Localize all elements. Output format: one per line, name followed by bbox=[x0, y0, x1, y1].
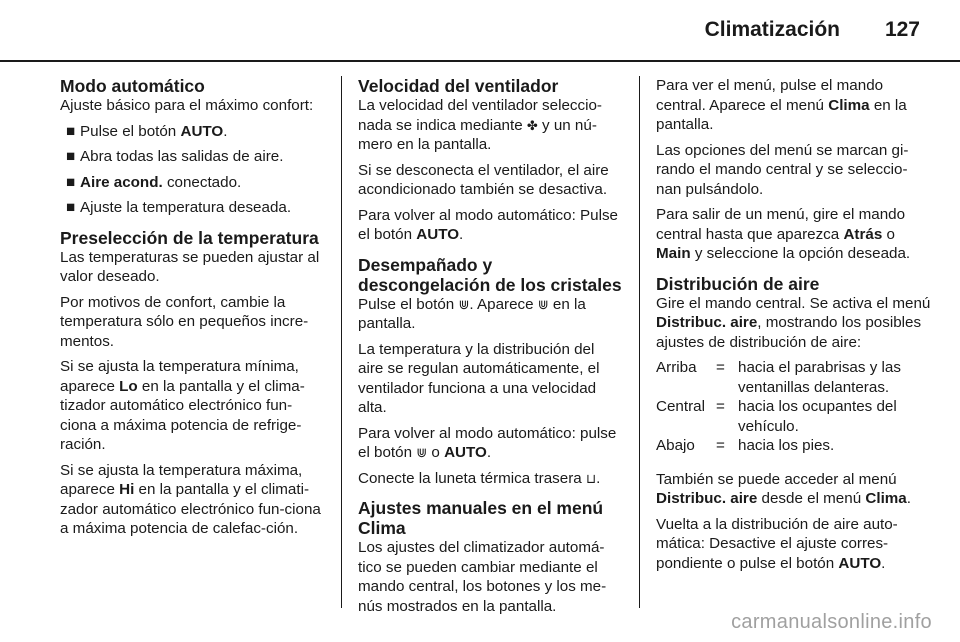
paragraph: Conecte la luneta térmica trasera ⊔. bbox=[358, 469, 601, 487]
page-number: 127 bbox=[884, 18, 920, 41]
page-title: Climatización bbox=[704, 18, 840, 41]
heading-manual-settings: Ajustes manuales en el menú Clima bbox=[358, 498, 604, 538]
bullet-icon: ■ bbox=[66, 199, 76, 216]
windscreen-defrost-icon: ⋓ bbox=[537, 296, 549, 312]
distribution-table bbox=[656, 358, 931, 456]
heading-defrost: Desempañado y descongelación de los cristales bbox=[358, 254, 622, 295]
header-rule bbox=[0, 60, 960, 62]
paragraph: Pulse el botón ⋓. Aparece ⋓ en la pantalla. bbox=[358, 295, 586, 332]
paragraph: Si se desconecta el ventilador, el aire acondicionado también se desactiva. bbox=[358, 161, 609, 198]
paragraph: La velocidad del ventilador seleccio-nada se indica mediante ✤ y un nú-mero en la pantalla. bbox=[358, 97, 602, 153]
table-row: Central = hacia los ocupantes del vehículo. bbox=[656, 398, 897, 435]
bullet-icon: ■ bbox=[66, 122, 76, 140]
windscreen-defrost-icon: ⋓ bbox=[458, 296, 470, 312]
paragraph: Las opciones del menú se marcan gi-rando el mando central y se seleccio-nan pulsándolo. bbox=[656, 141, 909, 198]
paragraph: Los ajustes del climatizador automá-tico se pueden cambiar mediante el mando central, los botones y los me-nús mostrados en la pantalla. bbox=[358, 539, 607, 615]
paragraph: Por motivos de confort, cambie la temperatura sólo en pequeños incre-mentos. bbox=[60, 293, 309, 350]
paragraph: Para volver al modo automático: pulse el botón ⋓ o AUTO. bbox=[358, 424, 617, 461]
column-3 bbox=[656, 76, 931, 579]
column-1 bbox=[60, 76, 325, 545]
column-divider bbox=[639, 76, 640, 608]
table-row: Abajo = hacia los pies. bbox=[656, 437, 835, 454]
table-row: Arriba = hacia el parabrisas y las ventanillas delanteras. bbox=[656, 359, 901, 396]
list-item: ■ Aire acond. conectado. bbox=[66, 173, 242, 191]
paragraph: La temperatura y la distribución del aire se regulan automáticamente, el ventilador funciona a una velocidad alta. bbox=[358, 340, 600, 416]
bullet-icon: ■ bbox=[66, 148, 76, 165]
paragraph: Vuelta a la distribución de aire auto-mática: Desactive el ajuste corres-pondiente o pulse el botón AUTO. bbox=[656, 515, 898, 572]
windscreen-defrost-icon: ⋓ bbox=[416, 445, 428, 460]
fan-icon: ✤ bbox=[526, 117, 538, 133]
paragraph: Gire el mando central. Se activa el menú Distribuc. aire, mostrando los posibles ajustes de distribución de aire: bbox=[656, 294, 931, 351]
column-divider bbox=[341, 76, 342, 608]
heading-preselection: Preselección de la temperatura bbox=[60, 227, 319, 248]
list-item: ■ Ajuste la temperatura deseada. bbox=[66, 199, 292, 216]
paragraph: Si se ajusta la temperatura máxima, aparece Hi en la pantalla y el climati-zador automático electrónico fun-ciona a máxima potencia de calefac-ción. bbox=[60, 461, 321, 537]
heading-auto-mode: Modo automático bbox=[60, 76, 205, 96]
paragraph: Si se ajusta la temperatura mínima, aparece Lo en la pantalla y el clima-tizador automático electrónico fun-ciona a máxima potencia de refrige-ración. bbox=[60, 358, 305, 453]
heading-air-distribution: Distribución de aire bbox=[656, 273, 820, 294]
paragraph: Para volver al modo automático: Pulse el botón AUTO. bbox=[358, 206, 619, 243]
paragraph: Para salir de un menú, gire el mando central hasta que aparezca Atrás o Main y seleccione la opción deseada. bbox=[656, 206, 911, 262]
bullet-icon: ■ bbox=[66, 173, 76, 191]
list-item: ■ Abra todas las salidas de aire. bbox=[66, 148, 284, 165]
paragraph: Para ver el menú, pulse el mando central. Aparece el menú Clima en la pantalla. bbox=[656, 77, 907, 133]
heading-fan-speed: Velocidad del ventilador bbox=[358, 76, 559, 96]
auto-intro: Ajuste básico para el máximo confort: bbox=[60, 97, 314, 114]
paragraph: También se puede acceder al menú Distribuc. aire desde el menú Clima. bbox=[656, 470, 911, 507]
paragraph: Las temperaturas se pueden ajustar al valor deseado. bbox=[60, 248, 320, 285]
column-2 bbox=[358, 76, 623, 622]
watermark: carmanualsonline.info bbox=[731, 611, 932, 633]
list-item: ■ Pulse el botón AUTO. bbox=[66, 122, 228, 140]
rear-window-heating-icon: ⊔ bbox=[585, 470, 597, 486]
